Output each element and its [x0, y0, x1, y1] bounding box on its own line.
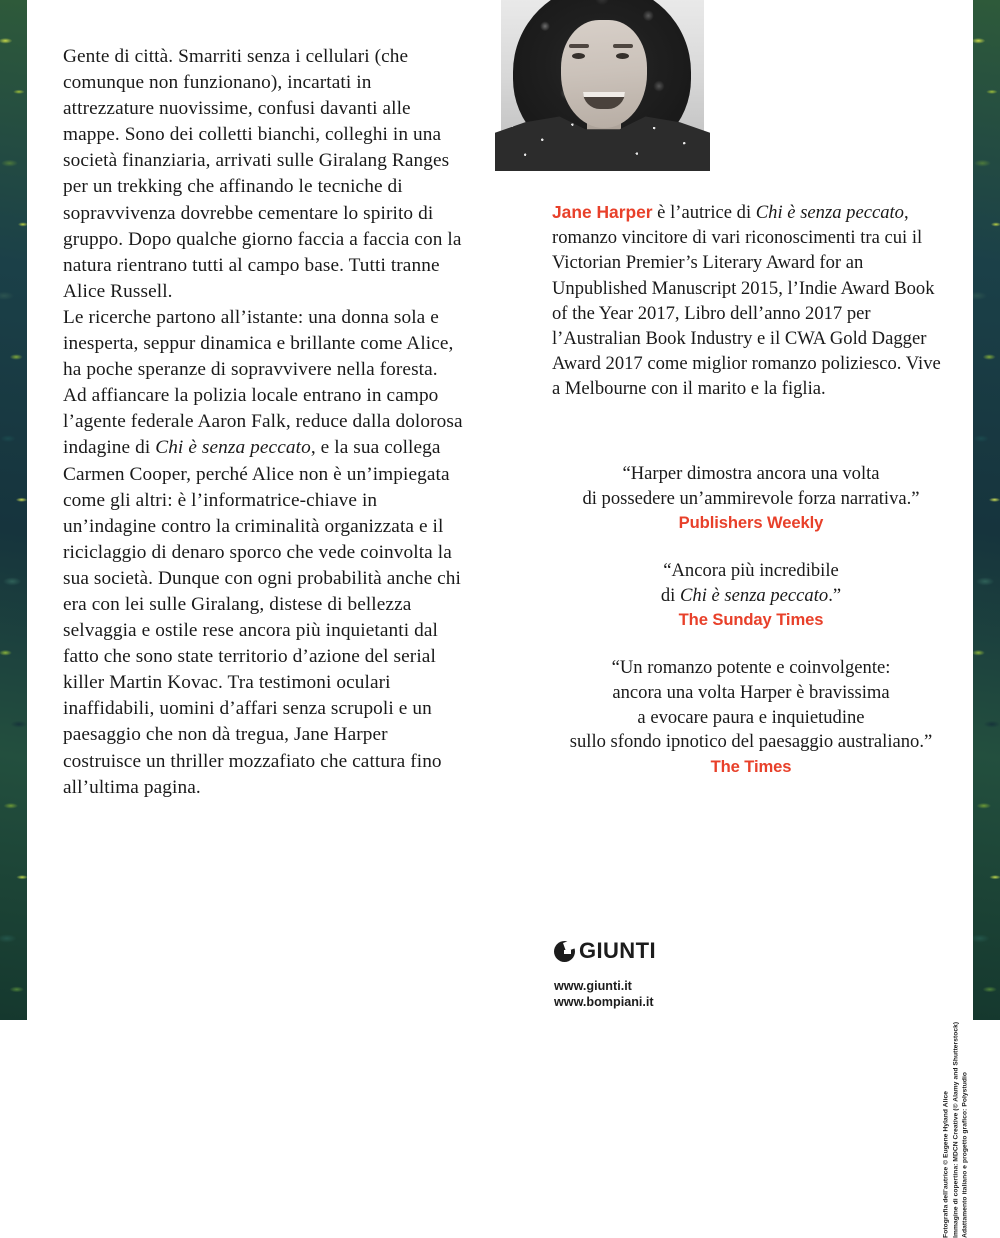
review-quote-1-text: “Harper dimostra ancora una volta di possedere un’ammirevole forza narrativa.” [582, 463, 920, 509]
author-photo [501, 0, 704, 165]
publisher-url-bompiani[interactable]: www.bompiani.it [554, 995, 654, 1009]
author-bio-paragraph [552, 200, 942, 402]
review-quote-2-text-b: .” [828, 584, 842, 606]
review-quote-2-source: The Sunday Times [678, 610, 824, 630]
photo-eyebrow-right [613, 44, 633, 48]
blurb-paragraph-2-text-a: Le ricerche partono all’istante: una donna sola e inesperta, seppur dinamica e brillante come Alice, ha poche speranze di sopravvivere nella foresta. Ad affiancare la polizia locale entrano in campo l’agente federale Aaron Falk, reduce dalla dolorosa indagine di [63, 306, 463, 459]
foliage-strip-left [0, 0, 27, 1020]
photo-eye-left [572, 53, 585, 59]
photo-face [561, 20, 647, 128]
author-name: Jane Harper [552, 202, 653, 222]
photo-eye-right [616, 53, 629, 59]
author-bio [552, 200, 942, 402]
review-quote-1 [520, 462, 982, 533]
credit-line-design: Adattamento italiano e progetto grafico: Polystudio [961, 1072, 969, 1238]
credits-block [941, 1022, 970, 1238]
credit-line-cover: Immagine di copertina: MDCN Creative (© Alamy and Shutterstock) [951, 1022, 959, 1238]
publisher-logo [554, 938, 656, 964]
blurb-paragraph-2 [63, 305, 463, 801]
author-bio-book-title-italic: Chi è senza peccato [755, 202, 904, 223]
blurb-book-title-italic: Chi è senza peccato [155, 437, 311, 459]
review-quote-3-source: The Times [710, 756, 792, 776]
review-quotes [520, 462, 982, 777]
publisher-url-giunti[interactable]: www.giunti.it [554, 979, 632, 993]
review-quote-3-text: “Un romanzo potente e coinvolgente: ancora una volta Harper è bravissima a evocare paura e inquietudine sullo sfondo ipnotico del paesaggio australiano.” [569, 657, 933, 753]
author-bio-text-b: , romanzo vincitore di vari riconoscimenti tra cui il Victorian Premier’s Literary Award for an Unpublished Manuscript 2015, l’Indie Award Book of the Year 2017, Libro dell’anno 2017 per l’Australian Book Industry e il CWA Gold Dagger Award 2017 come miglior romanzo poliziesco. Vive a Melbourne con il marito e la figlia. [552, 202, 941, 400]
credit-line-photo: Fotografia dell’autrice © Eugene Hyland Alice [942, 1091, 950, 1238]
blurb-paragraph-1: Gente di città. Smarriti senza i cellulari (che comunque non funzionano), incartati in attrezzature nuovissime, confusi davanti alle mappe. Sono dei colletti bianchi, colleghi in una società finanziaria, arrivati sulle Giralang Ranges per un trekking che affinando le tecniche di sopravvivenza dovrebbe cementare lo spirito di gruppo. Dopo qualche giorno faccia a faccia con la natura rientrano tutti al campo base. Tutti tranne Alice Russell. [63, 46, 462, 302]
review-quote-2-book-title-italic: Chi è senza peccato [680, 584, 829, 606]
photo-eyebrow-left [569, 44, 589, 48]
publisher-urls [554, 978, 656, 1010]
review-quote-2-text-a: “Ancora più incredibile di [660, 560, 839, 606]
publisher-block [554, 938, 656, 1010]
blurb-paragraph-2-text-b: , e la sua collega Carmen Cooper, perché Alice non è un’impiegata come gli altri: è l’informatrice-chiave in un’indagine contro la criminalità organizzata e il riciclaggio di denaro sporco che vede coinvolta la sua società. Dunque con ogni probabilità anche chi era con lei sulle Giralang, distese di bellezza selvaggia e ostile rese ancora più inquietanti dal fatto che sono state territorio d’azione del serial killer Martin Kovac. Tra testimoni oculari inaffidabili, uomini d’affari senza scrupoli e un paesaggio che non dà tregua, Jane Harper costruisce un thriller mozzafiato che cattura fino all’ultima pagina. [63, 437, 461, 798]
review-quote-3 [520, 656, 982, 776]
review-quote-2-text [520, 559, 982, 608]
author-bio-text-a: è l’autrice di [652, 202, 756, 223]
giunti-g-mark-icon [554, 941, 575, 962]
back-cover-blurb [63, 44, 463, 801]
publisher-name: GIUNTI [579, 938, 656, 963]
review-quote-1-source: Publishers Weekly [678, 513, 824, 533]
review-quote-2 [520, 559, 982, 630]
